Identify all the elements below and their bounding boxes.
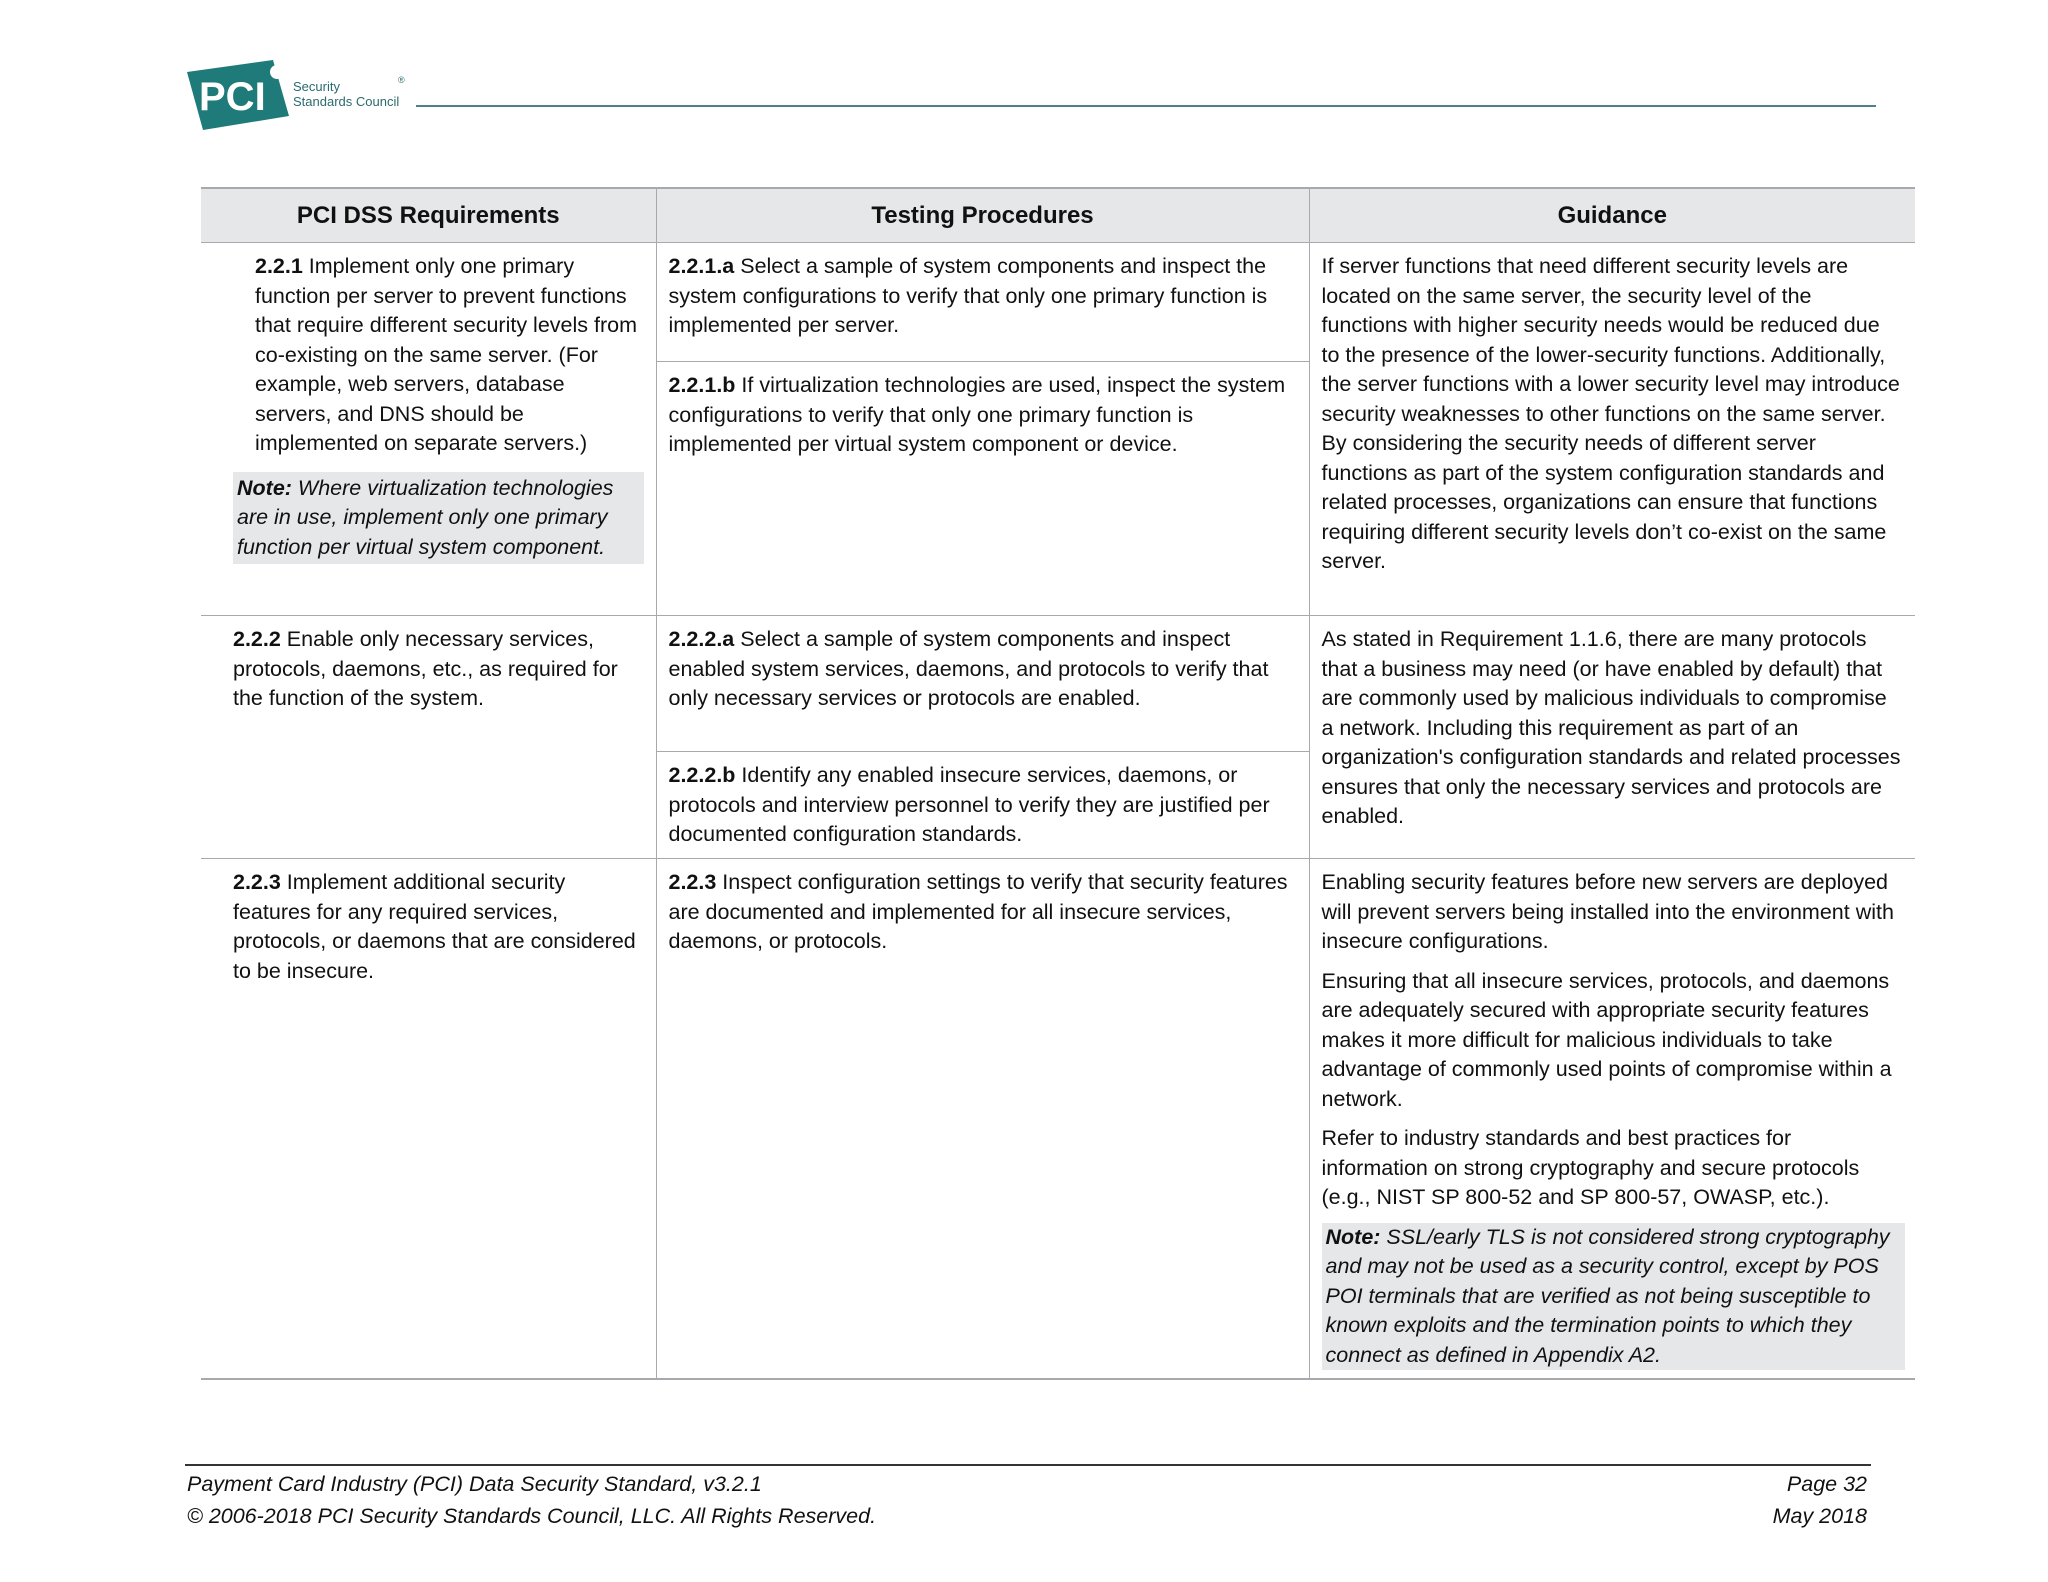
footer-rule bbox=[185, 1464, 1871, 1466]
requirement-id: 2.2.1 bbox=[255, 254, 303, 278]
footer-right bbox=[1773, 1468, 1867, 1532]
table-row bbox=[201, 243, 1915, 362]
table-header-row bbox=[201, 188, 1915, 243]
requirement-text bbox=[233, 252, 644, 459]
header-rule bbox=[416, 105, 1876, 107]
footer-page-number: Page 32 bbox=[1786, 1472, 1867, 1496]
requirement-cell-2-2-3 bbox=[201, 859, 656, 1380]
guidance-paragraph-3: Refer to industry standards and best practices for information on strong cryptography and secure protocols (e.g., NIST SP 800-52 and SP 800-57, OWASP, etc.). bbox=[1321, 1126, 1860, 1209]
requirement-description: Implement additional security features for any required services, protocols, or daemons that are considered to be insecure. bbox=[233, 870, 636, 983]
guidance-cell-2-2-2 bbox=[1309, 616, 1915, 859]
logo-line-2: Standards Council bbox=[293, 94, 400, 109]
note-label: Note: bbox=[1325, 1224, 1381, 1249]
note-text: Where virtualization technologies are in use, implement only one primary function per virtual system component. bbox=[237, 475, 614, 559]
requirement-description: Implement only one primary function per server to prevent functions that require different security levels from co-existing on the same server. (For example, web servers, database servers, and DNS should be implemented on separate servers.) bbox=[255, 254, 637, 455]
footer-left bbox=[187, 1468, 876, 1532]
testing-cell-2-2-2-b bbox=[656, 752, 1309, 859]
test-id: 2.2.1.a bbox=[668, 254, 735, 278]
pci-logo-mark-icon bbox=[185, 58, 295, 134]
test-text: Select a sample of system components and inspect enabled system services, daemons, and protocols to verify that only necessary services or protocols are enabled. bbox=[668, 627, 1269, 710]
test-text: Inspect configuration settings to verify that security features are documented and implemented for all insecure services, daemons, or protocols. bbox=[668, 870, 1288, 953]
requirement-id: 2.2.2 bbox=[233, 627, 281, 651]
guidance-note bbox=[1322, 1223, 1906, 1371]
requirement-id: 2.2.3 bbox=[233, 870, 281, 894]
table-row bbox=[201, 859, 1915, 1380]
table-row bbox=[201, 616, 1915, 752]
testing-cell-2-2-1-a bbox=[656, 243, 1309, 362]
footer-document-title: Payment Card Industry (PCI) Data Security Standard, v3.2.1 bbox=[187, 1472, 762, 1496]
test-text: If virtualization technologies are used, inspect the system configurations to verify that only one primary function is implemented per virtual system component or device. bbox=[668, 373, 1286, 456]
guidance-paragraph-1: Enabling security features before new servers are deployed will prevent servers being installed into the environment with insecure configurations. bbox=[1321, 870, 1894, 953]
testing-cell-2-2-1-b bbox=[656, 362, 1309, 616]
guidance-cell-2-2-1 bbox=[1309, 243, 1915, 616]
guidance-paragraph-2: Ensuring that all insecure services, protocols, and daemons are adequately secured with appropriate security features makes it more difficult for malicious individuals to take advantage of commonly used points of compromise within a network. bbox=[1321, 968, 1892, 1111]
requirement-cell-2-2-1 bbox=[201, 243, 656, 616]
requirement-cell-2-2-2 bbox=[201, 616, 656, 859]
logo-wordmark bbox=[293, 79, 399, 109]
requirement-note bbox=[233, 472, 644, 565]
test-text: Select a sample of system components and inspect the system configurations to verify that only one primary function is implemented per server. bbox=[668, 254, 1268, 337]
page-header bbox=[0, 0, 2048, 140]
note-text: SSL/early TLS is not considered strong cryptography and may not be used as a security control, except by POS POI terminals that are verified as not being susceptible to known exploits and the termination points to which they connect as defined in Appendix A2. bbox=[1325, 1224, 1890, 1367]
logo-registered-mark: ® bbox=[398, 75, 405, 85]
column-header-guidance: Guidance bbox=[1309, 188, 1915, 243]
footer-copyright: © 2006-2018 PCI Security Standards Council, LLC. All Rights Reserved. bbox=[187, 1504, 877, 1528]
pci-logo bbox=[185, 58, 415, 134]
guidance-text: As stated in Requirement 1.1.6, there are many protocols that a business may need (or have enabled by default) that are commonly used by malicious individuals to compromise a network. Including this requirement as part of an organization's configuration standards and related processes ensures that only the necessary services and protocols are enabled. bbox=[1321, 627, 1901, 828]
test-text: Identify any enabled insecure services, daemons, or protocols and interview personnel to verify they are justified per documented configuration standards. bbox=[668, 763, 1270, 846]
note-label: Note: bbox=[237, 475, 292, 500]
testing-cell-2-2-2-a bbox=[656, 616, 1309, 752]
logo-mark-text: PCI bbox=[199, 75, 266, 119]
column-header-requirements: PCI DSS Requirements bbox=[201, 188, 656, 243]
logo-line-1: Security bbox=[293, 79, 340, 94]
requirement-description: Enable only necessary services, protocols, daemons, etc., as required for the function of the system. bbox=[233, 627, 618, 710]
requirements-table bbox=[201, 187, 1915, 1380]
guidance-cell-2-2-3 bbox=[1309, 859, 1915, 1380]
footer-date: May 2018 bbox=[1772, 1504, 1867, 1528]
test-id: 2.2.2.a bbox=[668, 627, 735, 651]
test-id: 2.2.3 bbox=[668, 870, 717, 894]
test-id: 2.2.1.b bbox=[668, 373, 736, 397]
test-id: 2.2.2.b bbox=[668, 763, 736, 787]
guidance-text: If server functions that need different security levels are located on the same server, the security level of the functions with higher security needs would be reduced due to the presence of the lower-security functions. Additionally, the server functions with a lower security level may introduce security weaknesses to other functions on the same server. By considering the security needs of different server functions as part of the system configuration standards and related processes, organizations can ensure that functions requiring different security levels don’t co-exist on the same server. bbox=[1321, 254, 1900, 573]
column-header-testing: Testing Procedures bbox=[656, 188, 1309, 243]
testing-cell-2-2-3 bbox=[656, 859, 1309, 1380]
